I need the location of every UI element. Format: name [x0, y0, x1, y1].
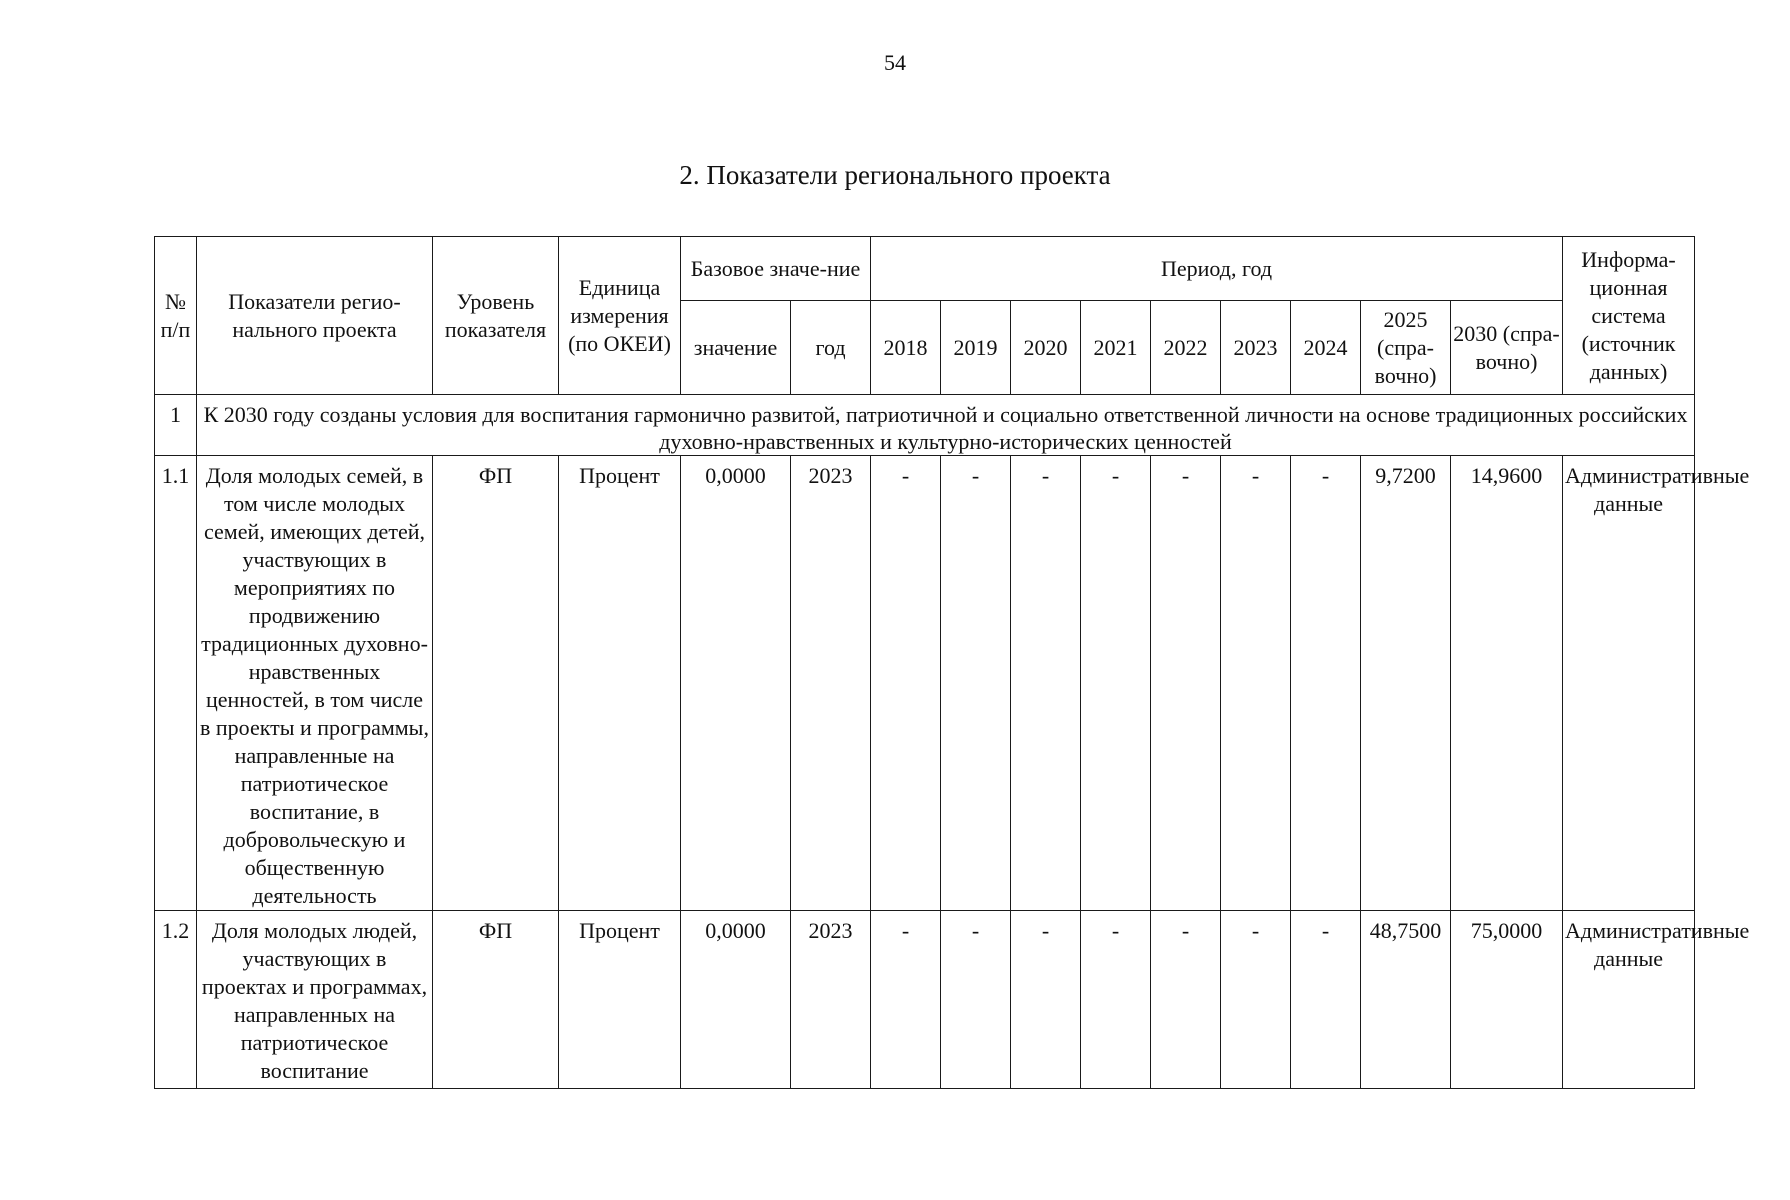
- period-value: 75,0000: [1451, 911, 1563, 1089]
- header-year: 2030 (спра-вочно): [1451, 301, 1563, 395]
- indicator-unit: Процент: [559, 911, 681, 1089]
- header-info-system: Информа-ционная система (источник данных): [1563, 237, 1695, 395]
- indicator-name: Доля молодых семей, в том числе молодых семей, имеющих детей, участвующих в мероприятиях по продвижению традиционных духовно-нравственных ценностей, в том числе в проекты и программы, направленные на патриотическое воспитание, в добровольческую и общественную деятельность: [197, 456, 433, 911]
- table-header-row: [155, 237, 1695, 301]
- header-indicator: Показатели регио-нального проекта: [197, 237, 433, 395]
- period-value: -: [1151, 456, 1221, 911]
- period-value: -: [1081, 911, 1151, 1089]
- base-value: 0,0000: [681, 456, 791, 911]
- indicator-level: ФП: [433, 456, 559, 911]
- header-year: 2018: [871, 301, 941, 395]
- goal-num: 1: [155, 395, 197, 456]
- header-base-value: значение: [681, 301, 791, 395]
- indicator-name: Доля молодых людей, участвующих в проектах и программах, направленных на патриотическое воспитание: [197, 911, 433, 1089]
- header-year: 2019: [941, 301, 1011, 395]
- table-row: [155, 456, 1695, 911]
- period-value: -: [1291, 456, 1361, 911]
- header-year: 2021: [1081, 301, 1151, 395]
- period-value: -: [871, 911, 941, 1089]
- info-system: Административные данные: [1563, 911, 1695, 1089]
- info-system: Административные данные: [1563, 456, 1695, 911]
- header-year: 2023: [1221, 301, 1291, 395]
- goal-text: К 2030 году созданы условия для воспитания гармонично развитой, патриотичной и социально ответственной личности на основе традиционных российских духовно-нравственных и культурно-исторических ценностей: [197, 395, 1695, 456]
- row-num: 1.2: [155, 911, 197, 1089]
- period-value: 48,7500: [1361, 911, 1451, 1089]
- header-year: 2020: [1011, 301, 1081, 395]
- period-value: 9,7200: [1361, 456, 1451, 911]
- goal-row: [155, 395, 1695, 456]
- period-value: 14,9600: [1451, 456, 1563, 911]
- base-value: 0,0000: [681, 911, 791, 1089]
- period-value: -: [1221, 911, 1291, 1089]
- header-period-group: Период, год: [871, 237, 1563, 301]
- header-base-value-group: Базовое значе-ние: [681, 237, 871, 301]
- section-title: 2. Показатели регионального проекта: [679, 160, 1111, 190]
- base-year: 2023: [791, 456, 871, 911]
- period-value: -: [1151, 911, 1221, 1089]
- table-row: [155, 911, 1695, 1089]
- base-year: 2023: [791, 911, 871, 1089]
- period-value: -: [1291, 911, 1361, 1089]
- header-num: № п/п: [155, 237, 197, 395]
- indicator-level: ФП: [433, 911, 559, 1089]
- period-value: -: [1221, 456, 1291, 911]
- header-year: 2024: [1291, 301, 1361, 395]
- header-unit: Единица измерения (по ОКЕИ): [559, 237, 681, 395]
- indicators-table: [154, 236, 1750, 1089]
- period-value: -: [941, 456, 1011, 911]
- header-year: 2022: [1151, 301, 1221, 395]
- period-value: -: [1081, 456, 1151, 911]
- page-number: 54: [884, 50, 906, 75]
- header-year: 2025 (спра-вочно): [1361, 301, 1451, 395]
- period-value: -: [871, 456, 941, 911]
- header-level: Уровень показателя: [433, 237, 559, 395]
- period-value: -: [941, 911, 1011, 1089]
- period-value: -: [1011, 911, 1081, 1089]
- period-value: -: [1011, 456, 1081, 911]
- header-base-year: год: [791, 301, 871, 395]
- indicator-unit: Процент: [559, 456, 681, 911]
- row-num: 1.1: [155, 456, 197, 911]
